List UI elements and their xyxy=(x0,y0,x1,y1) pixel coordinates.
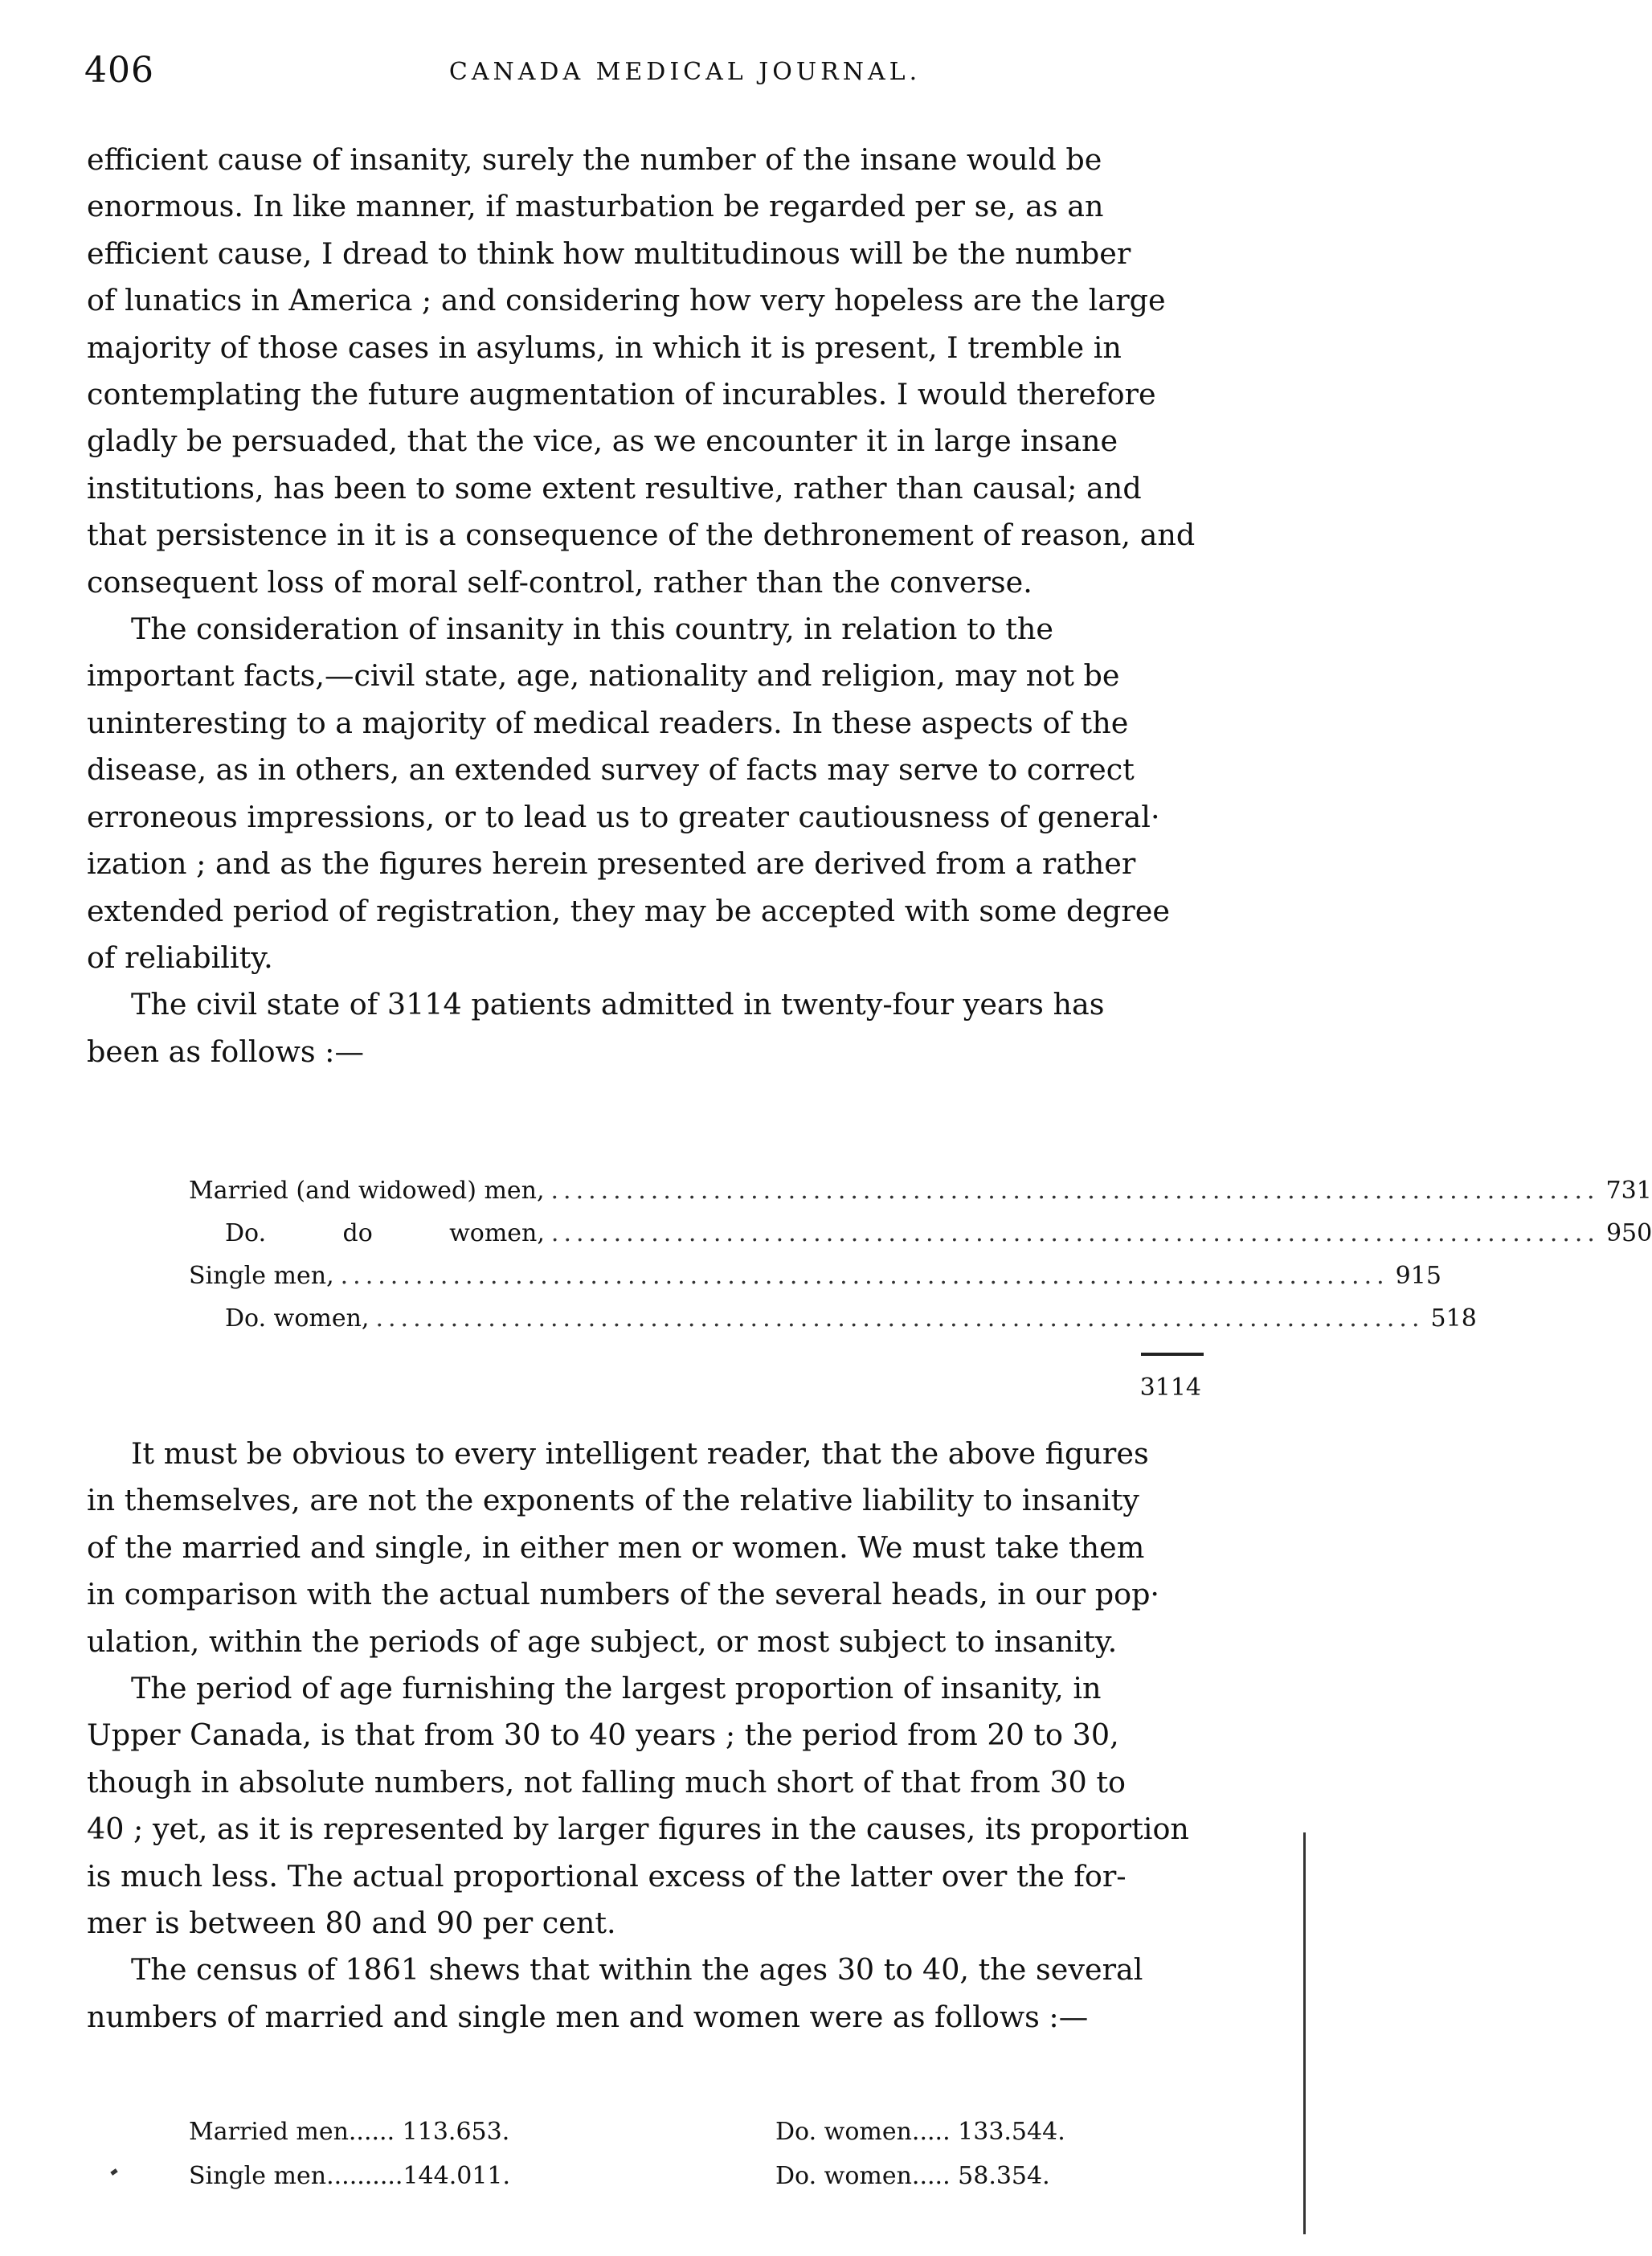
line: important facts,—civil state, age, nationality and religion, may not be xyxy=(87,658,1120,694)
page-number: 406 xyxy=(84,50,154,91)
line: uninteresting to a majority of medical readers. In these aspects of the xyxy=(87,705,1129,740)
line: The period of age furnishing the largest proportion of insanity, in xyxy=(131,1671,1102,1706)
total-rule xyxy=(1141,1353,1204,1356)
line: consequent loss of moral self-control, rather than the converse. xyxy=(87,564,1032,600)
line: institutions, has been to some extent resultive, rather than causal; and xyxy=(87,470,1142,506)
body-text-top xyxy=(87,137,1284,1075)
leader-dots: .................................................................................... xyxy=(375,1304,1425,1333)
line: numbers of married and single men and women were as follows :— xyxy=(87,1999,1089,2034)
line: though in absolute numbers, not falling much short of that from 30 to xyxy=(87,1764,1127,1799)
line: efficient cause, I dread to think how multitudinous will be the number xyxy=(87,235,1131,271)
line: of the married and single, in either men or women. We must take them xyxy=(87,1529,1145,1565)
row-value: 950 xyxy=(1605,1219,1652,1247)
ink-speck xyxy=(110,2168,117,2176)
paragraph-5 xyxy=(87,1665,1284,1947)
line: of lunatics in America ; and considering how very hopeless are the large xyxy=(87,283,1166,318)
paragraph-1 xyxy=(87,137,1284,606)
line: contemplating the future augmentation of incurables. I would therefore xyxy=(87,377,1156,412)
line: majority of those cases in asylums, in which it is present, I tremble in xyxy=(87,330,1122,365)
line: is much less. The actual proportional excess of the latter over the for- xyxy=(87,1858,1127,1894)
census-single-men: Single men..........144.011. xyxy=(189,2162,511,2190)
page-header xyxy=(84,50,1286,98)
paragraph-2 xyxy=(87,606,1284,981)
paragraph-4 xyxy=(87,1431,1284,1665)
line: been as follows :— xyxy=(87,1034,364,1069)
leader-dots: .................................................................................... xyxy=(550,1177,1600,1205)
line: The consideration of insanity in this country, in relation to the xyxy=(131,612,1054,647)
line: gladly be persuaded, that the vice, as we encounter it in large insane xyxy=(87,424,1118,459)
row-label: Do. women, xyxy=(225,1304,370,1333)
scan-edge-mark xyxy=(1303,1832,1306,2234)
line: ulation, within the periods of age subject, or most subject to insanity. xyxy=(87,1623,1118,1659)
row-value: 915 xyxy=(1395,1262,1441,1290)
table-row xyxy=(189,1169,1652,1212)
row-label: Single men, xyxy=(189,1262,334,1290)
line: enormous. In like manner, if masturbation be regarded per se, as an xyxy=(87,189,1104,224)
line: It must be obvious to every intelligent reader, that the above figures xyxy=(131,1436,1149,1471)
civil-state-table xyxy=(189,1169,1652,1340)
census-single-women: Do. women..... 58.354. xyxy=(775,2162,1050,2190)
table-row xyxy=(189,1212,1652,1255)
line: The census of 1861 shews that within the ages 30 to 40, the several xyxy=(131,1952,1143,1988)
table-row xyxy=(189,1297,1477,1340)
line: erroneous impressions, or to lead us to greater cautiousness of general· xyxy=(87,799,1160,834)
line: mer is between 80 and 90 per cent. xyxy=(87,1906,616,1941)
paragraph-3 xyxy=(87,981,1284,1075)
paragraph-6 xyxy=(87,1947,1284,2041)
line: 40 ; yet, as it is represented by larger figures in the causes, its proportion xyxy=(87,1812,1189,1847)
table-row xyxy=(189,1255,1441,1297)
line: ization ; and as the figures herein presented are derived from a rather xyxy=(87,846,1136,882)
line: efficient cause of insanity, surely the number of the insane would be xyxy=(87,142,1102,177)
census-married-women: Do. women..... 133.544. xyxy=(775,2118,1065,2146)
leader-dots: .................................................................................... xyxy=(550,1219,1600,1247)
line: of reliability. xyxy=(87,940,273,975)
leader-dots: .................................................................................... xyxy=(340,1262,1389,1290)
line: The civil state of 3114 patients admitted in twenty-four years has xyxy=(131,987,1105,1022)
line: extended period of registration, they may be accepted with some degree xyxy=(87,893,1170,928)
row-label: Do. do women, xyxy=(225,1219,545,1247)
row-value: 731 xyxy=(1605,1177,1652,1205)
line: Upper Canada, is that from 30 to 40 years ; the period from 20 to 30, xyxy=(87,1718,1119,1753)
line: that persistence in it is a consequence of the dethronement of reason, and xyxy=(87,518,1196,553)
line: in comparison with the actual numbers of the several heads, in our pop· xyxy=(87,1577,1160,1612)
census-table xyxy=(189,2110,1233,2222)
body-text-middle xyxy=(87,1431,1284,2041)
row-label: Married (and widowed) men, xyxy=(189,1177,545,1205)
line: disease, as in others, an extended survey of facts may serve to correct xyxy=(87,752,1135,788)
line: in themselves, are not the exponents of the relative liability to insanity xyxy=(87,1483,1139,1518)
census-married-men: Married men...... 113.653. xyxy=(189,2118,510,2146)
civil-state-total: 3114 xyxy=(1139,1374,1201,1402)
running-head: CANADA MEDICAL JOURNAL. xyxy=(448,58,922,86)
row-value: 518 xyxy=(1430,1304,1477,1333)
